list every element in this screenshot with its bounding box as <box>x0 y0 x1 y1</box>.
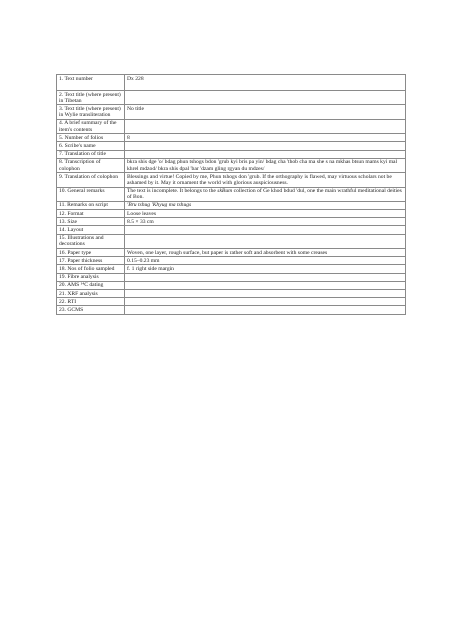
remarks-text-italic: skBum <box>217 188 233 195</box>
row-label: 2. Text title (where present) in Tibetan <box>57 90 125 104</box>
row-value <box>125 226 406 234</box>
row-label: 11. Remarks on script <box>57 201 125 209</box>
row-value <box>125 281 406 289</box>
table-row <box>57 218 406 226</box>
catalogue-table <box>56 74 406 315</box>
row-label: 7. Translation of title <box>57 150 125 158</box>
row-label: 20. AMS ¹⁴C dating <box>57 281 125 289</box>
row-value: 8.5 × 33 cm <box>125 218 406 226</box>
row-label: 21. XRF analysis <box>57 289 125 297</box>
row-value: Dx 228 <box>125 75 406 91</box>
remarks-text-end: collection of Ge khod bdud 'dul, one the main wrathful meditational deities of Bon. <box>127 188 402 201</box>
table-row <box>57 201 406 209</box>
row-label: 9. Translation of colophon <box>57 173 125 187</box>
table-row <box>57 265 406 273</box>
row-value: 8 <box>125 134 406 142</box>
row-value <box>125 119 406 133</box>
row-label: 4. A brief summary of the item's contents <box>57 119 125 133</box>
row-value: 0.15–0.23 mm <box>125 257 406 265</box>
row-label: 3. Text title (where present) in Wylie transliteration <box>57 105 125 119</box>
table-row <box>57 134 406 142</box>
row-value <box>125 150 406 158</box>
row-label: 5. Number of folios <box>57 134 125 142</box>
row-label: 1. Text number <box>57 75 125 91</box>
row-label: 18. Nos of folio sampled <box>57 265 125 273</box>
row-label: 12. Format <box>57 210 125 218</box>
table-row <box>57 90 406 104</box>
row-value: Blessings and virtue! Copied by me, Phun tshogs don 'grub. If the orthography is flawed, may virtuous scholars not be ashamed by it. May it ornament the world with glorious auspiciousness. <box>125 173 406 187</box>
table-row <box>57 289 406 297</box>
row-label: 22. RTI <box>57 298 125 306</box>
row-label: 16. Paper type <box>57 249 125 257</box>
row-label: 23. GCMS <box>57 306 125 314</box>
row-label: 15. Illustrations and decorations <box>57 234 125 248</box>
table-row <box>57 119 406 133</box>
table-row <box>57 234 406 248</box>
row-label: 10. General remarks <box>57 187 125 201</box>
table-row <box>57 306 406 314</box>
table-row <box>57 158 406 172</box>
row-value <box>125 142 406 150</box>
row-label: 13. Size <box>57 218 125 226</box>
row-label: 6. Scribe's name <box>57 142 125 150</box>
table-row <box>57 210 406 218</box>
table-row <box>57 75 406 91</box>
table-row <box>57 173 406 187</box>
row-value: No title <box>125 105 406 119</box>
row-value: Woven, one layer, rough surface, but paper is rather soft and absorbent with some creases <box>125 249 406 257</box>
table-row <box>57 226 406 234</box>
table-row <box>57 249 406 257</box>
table-row <box>57 257 406 265</box>
row-value: Loose leaves <box>125 210 406 218</box>
row-value: f. 1 right side margin <box>125 265 406 273</box>
row-value <box>125 234 406 248</box>
table-row <box>57 150 406 158</box>
row-value <box>125 298 406 306</box>
row-label: 19. Fibre analysis <box>57 273 125 281</box>
table-row <box>57 187 406 201</box>
row-value <box>125 289 406 297</box>
table-row <box>57 142 406 150</box>
table-row <box>57 105 406 119</box>
table-row <box>57 281 406 289</box>
row-value <box>125 90 406 104</box>
row-value <box>125 187 406 201</box>
row-label: 17. Paper thickness <box>57 257 125 265</box>
row-value <box>125 273 406 281</box>
table-row <box>57 273 406 281</box>
remarks-text-start: The text is incomplete. It belongs to the <box>127 188 218 195</box>
row-value: 'Bru tshug 'Khyug ma tshugs <box>125 201 406 209</box>
row-label: 8. Transcription of colophon <box>57 158 125 172</box>
table-row <box>57 298 406 306</box>
row-label: 14. Layout <box>57 226 125 234</box>
row-value <box>125 306 406 314</box>
row-value: bkra shis dge 'o/ bdag phun tshogs bdon 'grub kyi bris pa yin/ bdag cha 'thob cha ma she s na mkhas btsun mams kyi mal khrel mdzod/ bkra shis dpal 'bar 'dzam gling rgyan du mdzes/ <box>125 158 406 172</box>
